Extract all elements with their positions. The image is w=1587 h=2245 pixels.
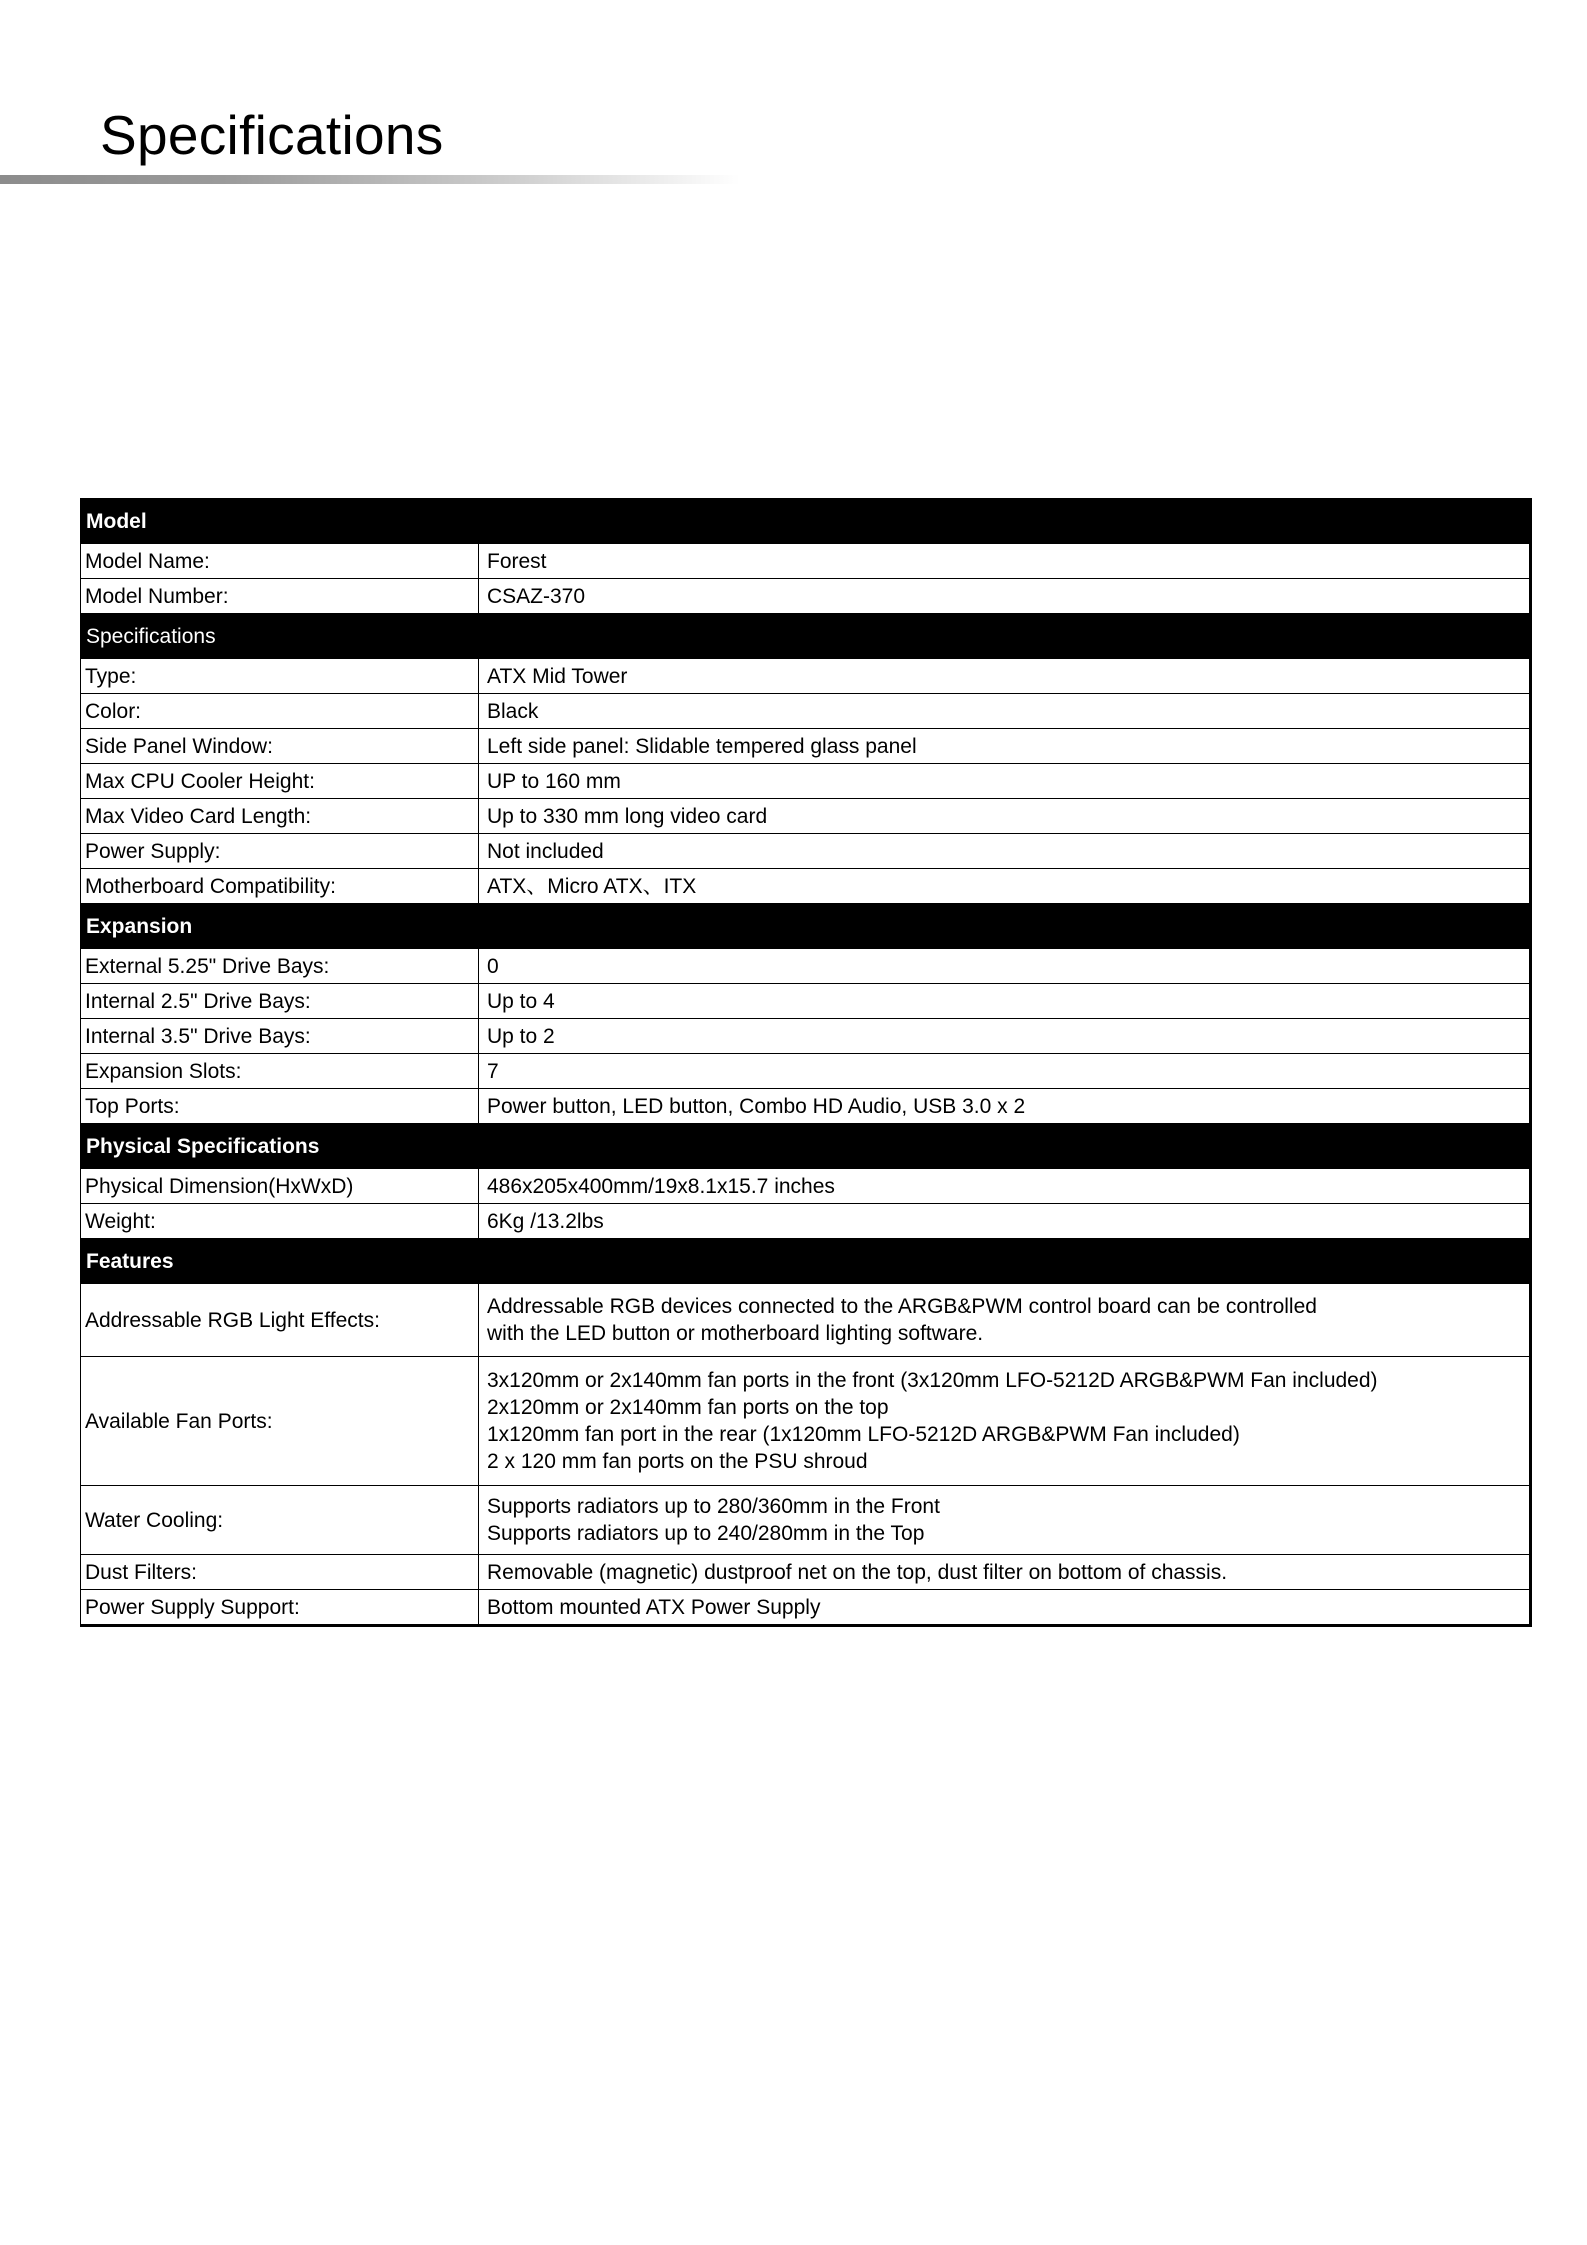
spec-label: Water Cooling:: [81, 1486, 479, 1555]
spec-row: [81, 799, 1531, 834]
spec-value-line: 7: [487, 1059, 499, 1083]
spec-label: Color:: [81, 694, 479, 729]
spec-label: Max CPU Cooler Height:: [81, 764, 479, 799]
spec-value: [479, 1284, 1531, 1357]
spec-row: [81, 729, 1531, 764]
spec-label: Model Number:: [81, 579, 479, 614]
spec-value: [479, 1590, 1531, 1626]
spec-value-line: Left side panel: Slidable tempered glass panel: [487, 734, 917, 758]
spec-row: [81, 1486, 1531, 1555]
spec-label: Expansion Slots:: [81, 1054, 479, 1089]
spec-value-line: Forest: [487, 549, 547, 573]
spec-value-line: Removable (magnetic) dustproof net on the top, dust filter on bottom of chassis.: [487, 1560, 1228, 1584]
spec-row: [81, 579, 1531, 614]
spec-label: Physical Dimension(HxWxD): [81, 1169, 479, 1204]
spec-value-line: Not included: [487, 839, 604, 863]
spec-row: [81, 1555, 1531, 1590]
spec-value-line: ATX、Micro ATX、ITX: [487, 874, 697, 898]
spec-value-line: Supports radiators up to 240/280mm in the Top: [487, 1522, 925, 1545]
spec-value: [479, 834, 1531, 869]
spec-row: [81, 834, 1531, 869]
section-header-expansion: [81, 904, 1531, 949]
section-header-physical-specifications: [81, 1124, 1531, 1169]
spec-value: [479, 694, 1531, 729]
section-title: Features: [81, 1239, 1531, 1284]
spec-row: [81, 544, 1531, 579]
spec-row: [81, 869, 1531, 904]
spec-row: [81, 984, 1531, 1019]
spec-value: [479, 1054, 1531, 1089]
spec-label: Motherboard Compatibility:: [81, 869, 479, 904]
spec-value-line: Up to 2: [487, 1024, 555, 1048]
spec-value: [479, 984, 1531, 1019]
section-header-model: [81, 499, 1531, 544]
spec-row: [81, 694, 1531, 729]
spec-value: [479, 1357, 1531, 1486]
section-title: Specifications: [81, 614, 1531, 659]
spec-row: [81, 1169, 1531, 1204]
spec-value: [479, 764, 1531, 799]
spec-label: Max Video Card Length:: [81, 799, 479, 834]
spec-row: [81, 1019, 1531, 1054]
spec-value-line: with the LED button or motherboard lighting software.: [487, 1322, 984, 1345]
spec-value-line: 6Kg /13.2lbs: [487, 1209, 604, 1233]
spec-label: Power Supply Support:: [81, 1590, 479, 1626]
spec-value-line: 2x120mm or 2x140mm fan ports on the top: [487, 1396, 889, 1419]
specifications-table: [80, 498, 1532, 1627]
section-title: Physical Specifications: [81, 1124, 1531, 1169]
spec-value-line: Supports radiators up to 280/360mm in the Front: [487, 1495, 940, 1518]
spec-label: Internal 3.5" Drive Bays:: [81, 1019, 479, 1054]
spec-row: [81, 1590, 1531, 1626]
spec-label: Model Name:: [81, 544, 479, 579]
spec-value-line: Up to 4: [487, 989, 555, 1013]
spec-row: [81, 659, 1531, 694]
heading-underline: [0, 175, 740, 184]
spec-row: [81, 1089, 1531, 1124]
spec-label: Weight:: [81, 1204, 479, 1239]
spec-value-line: Addressable RGB devices connected to the ARGB&PWM control board can be controlled: [487, 1295, 1317, 1318]
spec-value-line: Bottom mounted ATX Power Supply: [487, 1595, 821, 1619]
spec-row: [81, 949, 1531, 984]
spec-value: [479, 1089, 1531, 1124]
spec-value: [479, 1486, 1531, 1555]
spec-value-line: Up to 330 mm long video card: [487, 804, 768, 828]
spec-label: Power Supply:: [81, 834, 479, 869]
spec-label: Addressable RGB Light Effects:: [81, 1284, 479, 1357]
spec-value: [479, 1204, 1531, 1239]
spec-value-line: 2 x 120 mm fan ports on the PSU shroud: [487, 1450, 868, 1473]
spec-value: [479, 869, 1531, 904]
spec-value-line: UP to 160 mm: [487, 769, 621, 793]
spec-label: Internal 2.5" Drive Bays:: [81, 984, 479, 1019]
spec-label: Available Fan Ports:: [81, 1357, 479, 1486]
spec-value: [479, 799, 1531, 834]
spec-value-line: ATX Mid Tower: [487, 664, 628, 688]
spec-value: [479, 579, 1531, 614]
spec-value-line: Power button, LED button, Combo HD Audio, USB 3.0 x 2: [487, 1094, 1026, 1118]
spec-row: [81, 1284, 1531, 1357]
spec-label: Type:: [81, 659, 479, 694]
spec-value: [479, 544, 1531, 579]
spec-row: [81, 1357, 1531, 1486]
spec-value: [479, 1019, 1531, 1054]
section-header-specifications: [81, 614, 1531, 659]
spec-row: [81, 1054, 1531, 1089]
section-title: Model: [81, 499, 1531, 544]
spec-value: [479, 659, 1531, 694]
spec-value-line: 486x205x400mm/19x8.1x15.7 inches: [487, 1174, 835, 1198]
section-header-features: [81, 1239, 1531, 1284]
section-title: Expansion: [81, 904, 1531, 949]
spec-row: [81, 764, 1531, 799]
spec-value-line: 1x120mm fan port in the rear (1x120mm LFO-5212D ARGB&PWM Fan included): [487, 1423, 1240, 1446]
spec-label: External 5.25" Drive Bays:: [81, 949, 479, 984]
spec-row: [81, 1204, 1531, 1239]
spec-value: [479, 729, 1531, 764]
spec-value: [479, 949, 1531, 984]
spec-label: Side Panel Window:: [81, 729, 479, 764]
spec-label: Top Ports:: [81, 1089, 479, 1124]
spec-value-line: 0: [487, 954, 499, 978]
page-title: Specifications: [100, 104, 444, 166]
spec-value: [479, 1169, 1531, 1204]
spec-value-line: 3x120mm or 2x140mm fan ports in the front (3x120mm LFO-5212D ARGB&PWM Fan included): [487, 1369, 1378, 1392]
spec-value-line: Black: [487, 699, 539, 723]
spec-value: [479, 1555, 1531, 1590]
spec-label: Dust Filters:: [81, 1555, 479, 1590]
spec-value-line: CSAZ-370: [487, 584, 586, 608]
